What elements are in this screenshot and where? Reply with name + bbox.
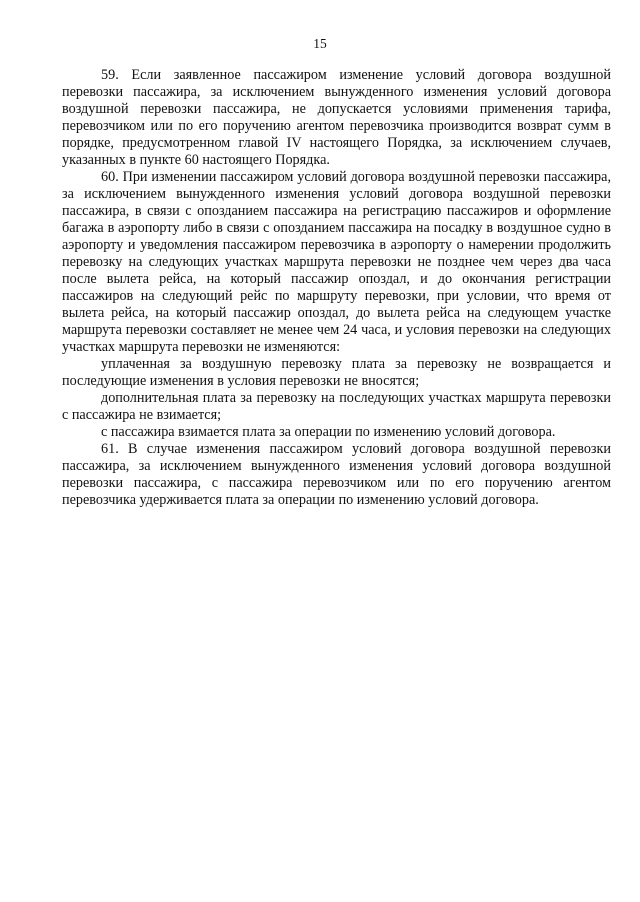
paragraph-60-item-2: дополнительная плата за перевозку на последующих участках маршрута перевозки с пассажира не взимается; <box>62 390 611 423</box>
paragraph-59: 59. Если заявленное пассажиром изменение условий договора воздушной перевозки пассажира, за исключением вынужденного изменения условий договора воздушной перевозки пассажира, не допускается условиями применения тарифа, перевозчиком или по его поручению агентом перевозчика производится возврат сумм в порядке, предусмотренном главой IV настоящего Порядка, за исключением случаев, указанных в пункте 60 настоящего Порядка. <box>62 67 611 168</box>
paragraph-61: 61. В случае изменения пассажиром условий договора воздушной перевозки пассажира, за исключением вынужденного изменения условий договора воздушной перевозки пассажира, с пассажира перевозчиком или по его поручению агентом перевозчика удерживается плата за операции по изменению условий договора. <box>62 441 611 508</box>
paragraph-60: 60. При изменении пассажиром условий договора воздушной перевозки пассажира, за исключением вынужденного изменения условий договора воздушной перевозки пассажира, в связи с опозданием пассажира на регистрацию пассажиров и оформление багажа в аэропорту либо в связи с опозданием пассажира на посадку в воздушное судно в аэропорту и уведомления пассажиром перевозчика в аэропорту о намерении продолжить перевозку на следующих участках маршрута перевозки не позднее чем через два часа после вылета рейса, на который пассажир опоздал, и до окончания регистрации пассажиров на следующий рейс по маршруту перевозки, при условии, что время от вылета рейса, на который пассажир опоздал, до вылета рейса на следующем участке маршрута перевозки составляет не менее чем 24 часа, и условия перевозки на следующих участках маршрута перевозки не изменяются: <box>62 169 611 355</box>
paragraph-60-item-1: уплаченная за воздушную перевозку плата за перевозку не возвращается и последующие изменения в условия перевозки не вносятся; <box>62 356 611 389</box>
page-number: 15 <box>313 36 327 51</box>
paragraph-60-item-3: с пассажира взимается плата за операции по изменению условий договора. <box>101 424 556 440</box>
document-body <box>62 67 611 509</box>
